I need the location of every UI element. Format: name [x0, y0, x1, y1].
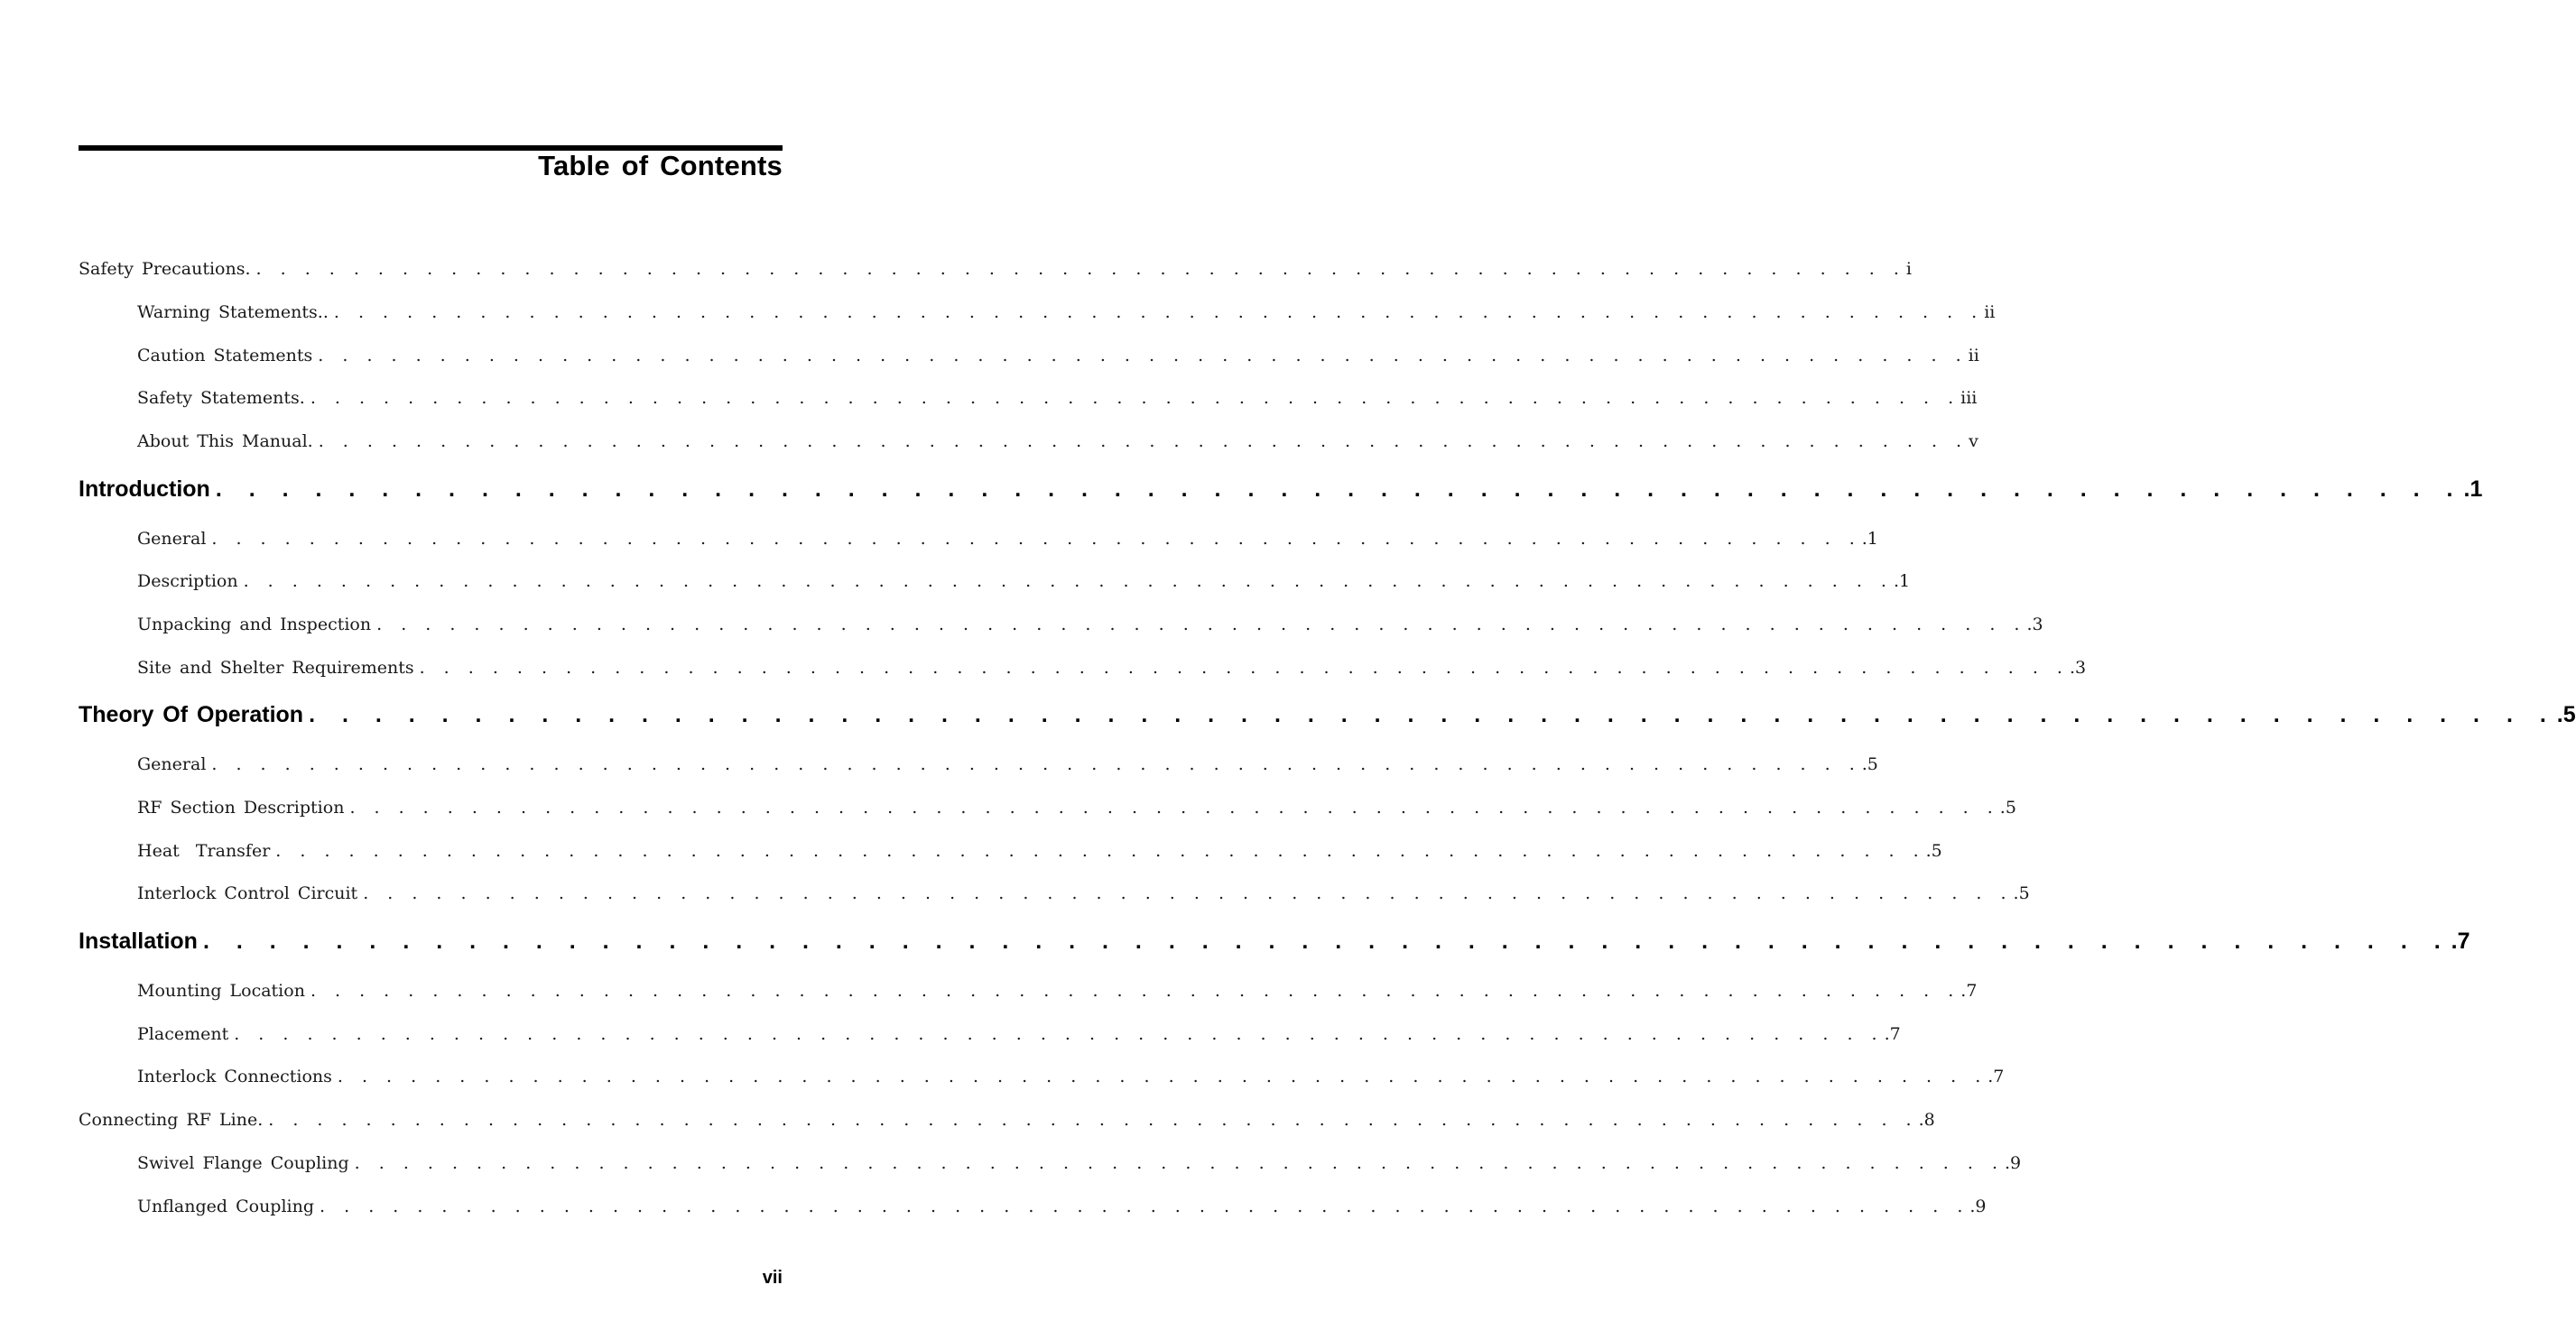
- toc-entry[interactable]: [79, 929, 2470, 955]
- toc-entry-page: .8: [1918, 1110, 1935, 1130]
- toc-entry[interactable]: [137, 1197, 1987, 1216]
- page-title: Table of Contents: [538, 150, 783, 181]
- toc-leader-dots: . . . . . . . . . . . . . . . . . . . . . . . . . . . . . . . . . . . . . . . . . . . . . . . . . . . . . . . . . . . . . . . . . . . .: [215, 476, 2462, 502]
- toc-entry-label: Mounting Location: [137, 981, 305, 1001]
- toc-entry-label: Connecting RF Line.: [79, 1110, 264, 1130]
- toc-entry-page: .9: [2005, 1153, 2022, 1173]
- toc-leader-dots: . . . . . . . . . . . . . . . . . . . . . . . . . . . . . . . . . . . . . . . . . . . . . . . . . . . . . . . . . . . . . . . . . . . .: [310, 981, 1960, 1001]
- toc-entry-page: .1: [1861, 529, 1878, 549]
- toc-entry-page: .3: [2026, 615, 2043, 634]
- toc-entry[interactable]: [137, 431, 1978, 451]
- toc-entry[interactable]: [137, 615, 2043, 634]
- toc-entry-label: General: [137, 529, 207, 549]
- toc-entry-label: Installation: [79, 929, 198, 954]
- toc-leader-dots: . . . . . . . . . . . . . . . . . . . . . . . . . . . . . . . . . . . . . . . . . . . . . . . . . . . . . . . . . . . . . . . . . . . .: [333, 302, 1983, 322]
- toc-leader-dots: . . . . . . . . . . . . . . . . . . . . . . . . . . . . . . . . . . . . . . . . . . . . . . . . . . . . . . . . . . . . . . . . . . . .: [376, 615, 2025, 634]
- toc-entry[interactable]: [137, 302, 1996, 322]
- toc-leader-dots: . . . . . . . . . . . . . . . . . . . . . . . . . . . . . . . . . . . . . . . . . . . . . . . . . . . . . . . . . . . . . . . . . . . .: [268, 1110, 1917, 1130]
- toc-entry[interactable]: [137, 798, 2016, 818]
- toc-entry-page: .3: [2069, 658, 2087, 678]
- toc-entry-page: .5: [1861, 754, 1878, 774]
- toc-leader-dots: . . . . . . . . . . . . . . . . . . . . . . . . . . . . . . . . . . . . . . . . . . . . . . . . . . . . . . . . . . . . . . . . . . . .: [363, 883, 2012, 903]
- toc-entry-page: .7: [1988, 1067, 2005, 1086]
- toc-leader-dots: . . . . . . . . . . . . . . . . . . . . . . . . . . . . . . . . . . . . . . . . . . . . . . . . . . . . . . . . . . . . . . . . . . . .: [275, 841, 1924, 861]
- toc-entry-page: .1: [2463, 476, 2483, 502]
- toc-entry-page: .5: [2556, 702, 2576, 727]
- toc-leader-dots: . . . . . . . . . . . . . . . . . . . . . . . . . . . . . . . . . . . . . . . . . . . . . . . . . . . . . . . . . . . . . . . . . . . .: [255, 259, 1904, 279]
- toc-entry-page: .5: [1999, 798, 2016, 818]
- toc-entry-page: ii: [1984, 302, 1996, 322]
- toc-entry[interactable]: [137, 1024, 1901, 1044]
- toc-entry-label: Unflanged Coupling: [137, 1197, 315, 1216]
- toc-entry-label: Interlock Control Circuit: [137, 883, 358, 903]
- toc-entry[interactable]: [137, 388, 1978, 408]
- toc-leader-dots: . . . . . . . . . . . . . . . . . . . . . . . . . . . . . . . . . . . . . . . . . . . . . . . . . . . . . . . . . . . . . . . . . . . .: [320, 1197, 1969, 1216]
- toc-entry-label: Description: [137, 571, 238, 591]
- toc-leader-dots: . . . . . . . . . . . . . . . . . . . . . . . . . . . . . . . . . . . . . . . . . . . . . . . . . . . . . . . . . . . . . . . . . . . .: [349, 798, 1998, 818]
- page-number: vii: [762, 1268, 783, 1288]
- toc-entry-label: Theory Of Operation: [79, 702, 304, 727]
- toc-entry[interactable]: [137, 1067, 2005, 1086]
- toc-entry-label: About This Manual.: [137, 431, 313, 451]
- toc-entry[interactable]: [79, 1110, 1935, 1130]
- toc-entry-page: v: [1969, 431, 1978, 451]
- toc-entry[interactable]: [137, 529, 1878, 549]
- toc-entry[interactable]: [137, 883, 2030, 903]
- toc-leader-dots: . . . . . . . . . . . . . . . . . . . . . . . . . . . . . . . . . . . . . . . . . . . . . . . . . . . . . . . . . . . . . . . . . . . .: [318, 431, 1968, 451]
- toc-entry-label: Site and Shelter Requirements: [137, 658, 414, 678]
- table-of-contents: [79, 0, 2576, 1331]
- toc-leader-dots: . . . . . . . . . . . . . . . . . . . . . . . . . . . . . . . . . . . . . . . . . . . . . . . . . . . . . . . . . . . . . . . . . . . .: [318, 346, 1967, 365]
- toc-entry-page: iii: [1960, 388, 1978, 408]
- toc-entry-page: .7: [1960, 981, 1978, 1001]
- toc-entry[interactable]: [137, 981, 1978, 1001]
- toc-entry-label: RF Section Description: [137, 798, 345, 818]
- toc-entry-label: Safety Statements.: [137, 388, 305, 408]
- toc-entry-page: ii: [1968, 346, 1979, 365]
- toc-entry[interactable]: [79, 476, 2483, 503]
- toc-entry-label: Interlock Connections: [137, 1067, 332, 1086]
- toc-leader-dots: . . . . . . . . . . . . . . . . . . . . . . . . . . . . . . . . . . . . . . . . . . . . . . . . . . . . . . . . . . . . . . . . . . . .: [243, 571, 1892, 591]
- toc-entry-page: .9: [1969, 1197, 1987, 1216]
- toc-entry-page: .7: [2451, 929, 2470, 954]
- toc-leader-dots: . . . . . . . . . . . . . . . . . . . . . . . . . . . . . . . . . . . . . . . . . . . . . . . . . . . . . . . . . . . . . . . . . . . .: [419, 658, 2068, 678]
- toc-entry-label: Warning Statements..: [137, 302, 329, 322]
- toc-leader-dots: . . . . . . . . . . . . . . . . . . . . . . . . . . . . . . . . . . . . . . . . . . . . . . . . . . . . . . . . . . . . . . . . . . . .: [211, 754, 1860, 774]
- toc-entry[interactable]: [137, 658, 2087, 678]
- toc-entry[interactable]: [137, 1153, 2022, 1173]
- toc-entry-label: Introduction: [79, 476, 210, 502]
- toc-entry[interactable]: [137, 754, 1878, 774]
- toc-entry[interactable]: [137, 841, 1942, 861]
- toc-entry-page: .5: [1925, 841, 1942, 861]
- toc-leader-dots: . . . . . . . . . . . . . . . . . . . . . . . . . . . . . . . . . . . . . . . . . . . . . . . . . . . . . . . . . . . . . . . . . . . .: [354, 1153, 2003, 1173]
- toc-leader-dots: . . . . . . . . . . . . . . . . . . . . . . . . . . . . . . . . . . . . . . . . . . . . . . . . . . . . . . . . . . . . . . . . . . . .: [234, 1024, 1883, 1044]
- toc-entry-page: .5: [2013, 883, 2030, 903]
- toc-entry-label: Heat Transfer: [137, 841, 271, 861]
- toc-entry-page: .7: [1884, 1024, 1901, 1044]
- toc-entry-label: Safety Precautions.: [79, 259, 251, 279]
- toc-entry-label: Placement: [137, 1024, 229, 1044]
- toc-entry-page: .1: [1893, 571, 1911, 591]
- toc-entry[interactable]: [79, 259, 1912, 279]
- toc-entry[interactable]: [137, 571, 1911, 591]
- toc-entry[interactable]: [137, 346, 1979, 365]
- toc-entry-label: General: [137, 754, 207, 774]
- toc-entry[interactable]: [79, 702, 2576, 728]
- toc-entry-page: i: [1905, 259, 1912, 279]
- toc-entry-label: Caution Statements: [137, 346, 313, 365]
- toc-leader-dots: . . . . . . . . . . . . . . . . . . . . . . . . . . . . . . . . . . . . . . . . . . . . . . . . . . . . . . . . . . . . . . . . . . . .: [202, 929, 2450, 954]
- toc-leader-dots: . . . . . . . . . . . . . . . . . . . . . . . . . . . . . . . . . . . . . . . . . . . . . . . . . . . . . . . . . . . . . . . . . . . .: [310, 388, 1960, 408]
- toc-leader-dots: . . . . . . . . . . . . . . . . . . . . . . . . . . . . . . . . . . . . . . . . . . . . . . . . . . . . . . . . . . . . . . . . . . . .: [211, 529, 1860, 549]
- toc-leader-dots: . . . . . . . . . . . . . . . . . . . . . . . . . . . . . . . . . . . . . . . . . . . . . . . . . . . . . . . . . . . . . . . . . . . .: [337, 1067, 1987, 1086]
- toc-entry-label: Swivel Flange Coupling: [137, 1153, 349, 1173]
- toc-entry-label: Unpacking and Inspection: [137, 615, 372, 634]
- toc-leader-dots: . . . . . . . . . . . . . . . . . . . . . . . . . . . . . . . . . . . . . . . . . . . . . . . . . . . . . . . . . . . . . . . . . . . .: [309, 702, 2555, 727]
